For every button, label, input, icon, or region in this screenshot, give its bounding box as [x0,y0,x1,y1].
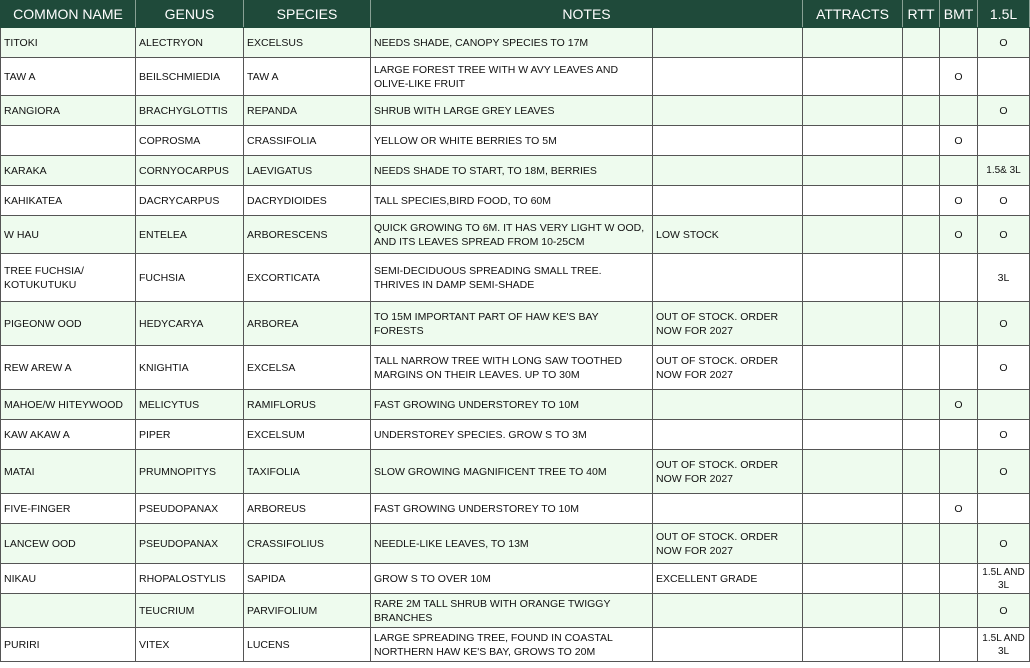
common-name-cell: MAHOE/W HITEYWOOD [1,390,136,420]
attracts-cell [803,420,903,450]
bmt-cell [940,346,978,390]
species-cell: TAXIFOLIA [244,450,371,494]
bmt-cell [940,594,978,628]
rtt-cell [903,254,940,302]
table-row [1,450,1030,494]
size-1-5l-cell: O [978,594,1030,628]
size-1-5l-cell: O [978,420,1030,450]
rtt-cell [903,420,940,450]
notes-cell: NEEDS SHADE TO START, TO 18M, BERRIES [371,156,653,186]
rtt-cell [903,216,940,254]
genus-cell: FUCHSIA [136,254,244,302]
species-cell: ARBOREA [244,302,371,346]
genus-cell: ENTELEA [136,216,244,254]
common-name-cell: NIKAU [1,564,136,594]
species-cell: PARVIFOLIUM [244,594,371,628]
rtt-cell [903,494,940,524]
genus-cell: VITEX [136,628,244,662]
notes-cell: SEMI-DECIDUOUS SPREADING SMALL TREE. THRIVES IN DAMP SEMI-SHADE [371,254,653,302]
stock-note-cell [653,390,803,420]
header-rtt: RTT [903,1,940,28]
bmt-cell [940,420,978,450]
genus-cell: DACRYCARPUS [136,186,244,216]
attracts-cell [803,628,903,662]
size-1-5l-cell: 1.5& 3L [978,156,1030,186]
header-row [1,1,1030,28]
notes-cell: TO 15M IMPORTANT PART OF HAW KE'S BAY FORESTS [371,302,653,346]
attracts-cell [803,28,903,58]
attracts-cell [803,126,903,156]
table-row [1,28,1030,58]
size-1-5l-cell [978,390,1030,420]
table-row [1,254,1030,302]
header-attracts: ATTRACTS [803,1,903,28]
stock-note-cell [653,254,803,302]
stock-note-cell [653,628,803,662]
rtt-cell [903,346,940,390]
table-body [1,28,1030,662]
bmt-cell [940,302,978,346]
attracts-cell [803,524,903,564]
notes-cell: RARE 2M TALL SHRUB WITH ORANGE TWIGGY BRANCHES [371,594,653,628]
stock-note-cell [653,186,803,216]
stock-note-cell: OUT OF STOCK. ORDER NOW FOR 2027 [653,346,803,390]
table-row [1,524,1030,564]
common-name-cell: LANCEW OOD [1,524,136,564]
common-name-cell: REW AREW A [1,346,136,390]
rtt-cell [903,96,940,126]
species-cell: REPANDA [244,96,371,126]
genus-cell: PSEUDOPANAX [136,494,244,524]
attracts-cell [803,186,903,216]
notes-cell: NEEDLE-LIKE LEAVES, TO 13M [371,524,653,564]
common-name-cell: TAW A [1,58,136,96]
common-name-cell: KAHIKATEA [1,186,136,216]
table-row [1,96,1030,126]
table-row [1,390,1030,420]
bmt-cell [940,156,978,186]
bmt-cell [940,524,978,564]
species-cell: ARBOREUS [244,494,371,524]
notes-cell: SHRUB WITH LARGE GREY LEAVES [371,96,653,126]
size-1-5l-cell: O [978,302,1030,346]
species-cell: EXCELSUS [244,28,371,58]
size-1-5l-cell: 3L [978,254,1030,302]
header-notes: NOTES [371,1,803,28]
table-row [1,126,1030,156]
stock-note-cell [653,28,803,58]
table-row [1,420,1030,450]
stock-note-cell: LOW STOCK [653,216,803,254]
species-cell: EXCORTICATA [244,254,371,302]
size-1-5l-cell: O [978,346,1030,390]
bmt-cell [940,564,978,594]
stock-note-cell [653,494,803,524]
size-1-5l-cell: 1.5L AND 3L [978,628,1030,662]
attracts-cell [803,58,903,96]
species-cell: ARBORESCENS [244,216,371,254]
attracts-cell [803,156,903,186]
attracts-cell [803,594,903,628]
species-cell: EXCELSA [244,346,371,390]
table-row [1,346,1030,390]
genus-cell: ALECTRYON [136,28,244,58]
common-name-cell: PURIRI [1,628,136,662]
header-bmt: BMT [940,1,978,28]
table-row [1,156,1030,186]
species-cell: LUCENS [244,628,371,662]
stock-note-cell [653,156,803,186]
bmt-cell [940,96,978,126]
common-name-cell: PIGEONW OOD [1,302,136,346]
attracts-cell [803,254,903,302]
rtt-cell [903,450,940,494]
stock-note-cell: OUT OF STOCK. ORDER NOW FOR 2027 [653,524,803,564]
size-1-5l-cell: 1.5L AND 3L [978,564,1030,594]
genus-cell: KNIGHTIA [136,346,244,390]
genus-cell: TEUCRIUM [136,594,244,628]
rtt-cell [903,564,940,594]
attracts-cell [803,450,903,494]
species-cell: LAEVIGATUS [244,156,371,186]
genus-cell: PIPER [136,420,244,450]
stock-note-cell: OUT OF STOCK. ORDER NOW FOR 2027 [653,302,803,346]
stock-note-cell [653,126,803,156]
bmt-cell: O [940,216,978,254]
genus-cell: RHOPALOSTYLIS [136,564,244,594]
stock-note-cell [653,420,803,450]
genus-cell: MELICYTUS [136,390,244,420]
notes-cell: FAST GROWING UNDERSTOREY TO 10M [371,390,653,420]
genus-cell: PRUMNOPITYS [136,450,244,494]
table-row [1,58,1030,96]
bmt-cell: O [940,494,978,524]
notes-cell: YELLOW OR WHITE BERRIES TO 5M [371,126,653,156]
notes-cell: FAST GROWING UNDERSTOREY TO 10M [371,494,653,524]
header-genus: GENUS [136,1,244,28]
stock-note-cell: OUT OF STOCK. ORDER NOW FOR 2027 [653,450,803,494]
table-row [1,216,1030,254]
size-1-5l-cell: O [978,186,1030,216]
bmt-cell: O [940,390,978,420]
rtt-cell [903,126,940,156]
species-cell: DACRYDIOIDES [244,186,371,216]
notes-cell: SLOW GROWING MAGNIFICENT TREE TO 40M [371,450,653,494]
rtt-cell [903,594,940,628]
attracts-cell [803,302,903,346]
size-1-5l-cell: O [978,450,1030,494]
bmt-cell: O [940,126,978,156]
attracts-cell [803,564,903,594]
rtt-cell [903,302,940,346]
species-cell: SAPIDA [244,564,371,594]
common-name-cell: KAW AKAW A [1,420,136,450]
table-row [1,628,1030,662]
attracts-cell [803,494,903,524]
notes-cell: LARGE SPREADING TREE, FOUND IN COASTAL NORTHERN HAW KE'S BAY, GROWS TO 20M [371,628,653,662]
bmt-cell [940,450,978,494]
notes-cell: GROW S TO OVER 10M [371,564,653,594]
bmt-cell [940,628,978,662]
size-1-5l-cell [978,494,1030,524]
common-name-cell: TITOKI [1,28,136,58]
notes-cell: LARGE FOREST TREE WITH W AVY LEAVES AND OLIVE-LIKE FRUIT [371,58,653,96]
size-1-5l-cell [978,58,1030,96]
table-row [1,594,1030,628]
genus-cell: PSEUDOPANAX [136,524,244,564]
species-cell: TAW A [244,58,371,96]
notes-cell: TALL SPECIES,BIRD FOOD, TO 60M [371,186,653,216]
size-1-5l-cell [978,126,1030,156]
size-1-5l-cell: O [978,28,1030,58]
notes-cell: UNDERSTOREY SPECIES. GROW S TO 3M [371,420,653,450]
bmt-cell [940,254,978,302]
species-cell: CRASSIFOLIA [244,126,371,156]
genus-cell: HEDYCARYA [136,302,244,346]
header-1-5l: 1.5L [978,1,1030,28]
attracts-cell [803,96,903,126]
header-species: SPECIES [244,1,371,28]
common-name-cell [1,594,136,628]
size-1-5l-cell: O [978,216,1030,254]
common-name-cell [1,126,136,156]
table-row [1,186,1030,216]
rtt-cell [903,156,940,186]
common-name-cell: TREE FUCHSIA/ KOTUKUTUKU [1,254,136,302]
attracts-cell [803,216,903,254]
common-name-cell: W HAU [1,216,136,254]
common-name-cell: RANGIORA [1,96,136,126]
size-1-5l-cell: O [978,524,1030,564]
attracts-cell [803,390,903,420]
rtt-cell [903,524,940,564]
rtt-cell [903,58,940,96]
genus-cell: CORNYOCARPUS [136,156,244,186]
stock-note-cell [653,96,803,126]
rtt-cell [903,28,940,58]
common-name-cell: FIVE-FINGER [1,494,136,524]
species-cell: CRASSIFOLIUS [244,524,371,564]
table-row [1,564,1030,594]
stock-note-cell [653,594,803,628]
table-row [1,302,1030,346]
genus-cell: COPROSMA [136,126,244,156]
table-row [1,494,1030,524]
notes-cell: TALL NARROW TREE WITH LONG SAW TOOTHED MARGINS ON THEIR LEAVES. UP TO 30M [371,346,653,390]
notes-cell: NEEDS SHADE, CANOPY SPECIES TO 17M [371,28,653,58]
common-name-cell: MATAI [1,450,136,494]
header-common-name: COMMON NAME [1,1,136,28]
species-cell: RAMIFLORUS [244,390,371,420]
genus-cell: BRACHYGLOTTIS [136,96,244,126]
notes-cell: QUICK GROWING TO 6M. IT HAS VERY LIGHT W OOD, AND ITS LEAVES SPREAD FROM 10-25CM [371,216,653,254]
rtt-cell [903,186,940,216]
common-name-cell: KARAKA [1,156,136,186]
bmt-cell: O [940,58,978,96]
rtt-cell [903,628,940,662]
species-cell: EXCELSUM [244,420,371,450]
rtt-cell [903,390,940,420]
bmt-cell [940,28,978,58]
genus-cell: BEILSCHMIEDIA [136,58,244,96]
attracts-cell [803,346,903,390]
size-1-5l-cell: O [978,96,1030,126]
stock-note-cell [653,58,803,96]
bmt-cell: O [940,186,978,216]
stock-note-cell: EXCELLENT GRADE [653,564,803,594]
